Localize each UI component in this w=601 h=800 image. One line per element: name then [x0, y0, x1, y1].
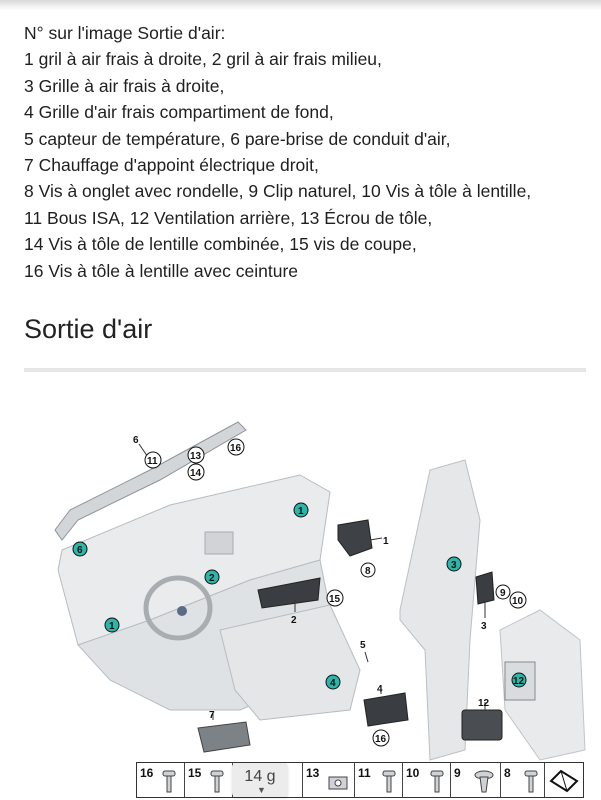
callout-3: [447, 557, 461, 571]
fastener-parts-strip: [136, 762, 584, 798]
svg-text:16: 16: [375, 734, 387, 745]
weight-badge[interactable]: [232, 763, 288, 797]
chevron-down-icon: ▼: [257, 785, 266, 795]
section-title: Sortie d'air: [24, 314, 153, 344]
label-6: 6: [133, 435, 139, 446]
screw-icon: [429, 767, 445, 795]
svg-text:8: 8: [365, 566, 371, 577]
part-cell-arrow[interactable]: [545, 763, 583, 797]
callout-1-right: [294, 503, 308, 517]
vent-part-12: [462, 710, 502, 740]
label-2: 2: [291, 615, 297, 626]
svg-text:12: 12: [513, 676, 525, 687]
part-number: 11: [358, 766, 371, 780]
part-number: 10: [406, 766, 420, 780]
label-4: 4: [377, 684, 383, 695]
part-number: 15: [188, 766, 202, 780]
screw-icon: [209, 767, 225, 795]
callout-9: [496, 585, 510, 599]
screw-icon: [161, 767, 177, 795]
label-3: 3: [481, 621, 487, 632]
part-cell-16[interactable]: [137, 763, 185, 797]
top-shadow: [0, 0, 601, 10]
callout-15: [327, 590, 343, 606]
legend-line: 7 Chauffage d'appoint électrique droit,: [24, 155, 319, 176]
svg-text:6: 6: [77, 545, 83, 556]
callout-16-bottom: [373, 730, 389, 746]
screw-icon: [523, 767, 539, 795]
svg-text:1: 1: [298, 506, 304, 517]
label-7: 7: [209, 710, 215, 721]
leader-line: [365, 652, 368, 662]
part-cell-9[interactable]: [451, 763, 501, 797]
leader-line: [370, 538, 382, 540]
section-divider: [24, 368, 586, 372]
part-cell-11[interactable]: [355, 763, 403, 797]
parts-diagram-svg: [0, 380, 601, 800]
svg-text:14: 14: [190, 468, 202, 479]
legend-line: 5 capteur de température, 6 pare-brise de conduit d'air,: [24, 128, 451, 149]
legend-line: 14 Vis à tôle de lentille combinée, 15 vis de coupe,: [24, 234, 417, 255]
svg-text:15: 15: [329, 594, 341, 605]
screw-icon: [381, 767, 397, 795]
svg-text:11: 11: [147, 456, 158, 467]
callout-2: [205, 570, 219, 584]
vent-part-3: [476, 572, 494, 604]
callout-12: [512, 673, 526, 687]
label-1: 1: [383, 536, 389, 547]
svg-text:10: 10: [512, 596, 524, 607]
svg-text:9: 9: [500, 588, 506, 599]
legend-line: N° sur l'image Sortie d'air:: [24, 23, 226, 43]
svg-text:13: 13: [190, 451, 202, 462]
vent-part-4: [364, 693, 408, 726]
legend-line: 16 Vis à tôle à lentille avec ceinture: [24, 260, 299, 281]
direction-arrow-icon: [549, 767, 579, 793]
legend-line: 3 Grille à air frais à droite,: [24, 75, 225, 96]
part-number: 16: [140, 766, 154, 780]
callout-10: [510, 592, 526, 608]
heater-part-7: [198, 722, 250, 752]
parts-diagram[interactable]: [0, 380, 601, 800]
part-number: 9: [454, 766, 461, 780]
part-cell-10[interactable]: [403, 763, 451, 797]
legend-line: 4 Grille d'air frais compartiment de fond,: [24, 102, 334, 123]
callout-1-left: [105, 618, 119, 632]
callout-13: [188, 447, 204, 463]
svg-text:4: 4: [330, 678, 336, 689]
part-cell-15[interactable]: [185, 763, 233, 797]
callout-4: [326, 675, 340, 689]
legend-line: 11 Bous ISA, 12 Ventilation arrière, 13 Écrou de tôle,: [24, 207, 433, 228]
steering-hub: [177, 606, 187, 616]
callout-14: [188, 464, 204, 480]
label-5: 5: [360, 640, 366, 651]
part-number: 8: [504, 766, 511, 780]
clip-icon: [473, 767, 495, 795]
svg-text:16: 16: [230, 443, 242, 454]
weight-label: 14 g: [244, 768, 276, 785]
legend-line: 8 Vis à onglet avec rondelle, 9 Clip naturel, 10 Vis à tôle à lentille,: [24, 181, 532, 202]
callout-16-top: [228, 439, 244, 455]
svg-text:2: 2: [209, 573, 215, 584]
vent-part-1: [338, 520, 372, 556]
part-number: 13: [306, 766, 320, 780]
sheet-nut-icon: [327, 769, 349, 795]
legend-line: 1 gril à air frais à droite, 2 gril à air frais milieu,: [24, 49, 382, 70]
svg-text:3: 3: [451, 560, 457, 571]
callout-11: [145, 452, 161, 468]
center-screen: [205, 532, 233, 554]
part-cell-13[interactable]: [303, 763, 355, 797]
label-12: 12: [478, 698, 490, 709]
callout-8: [361, 563, 375, 577]
legend-text: [24, 20, 594, 284]
callout-6: [73, 542, 87, 556]
svg-text:1: 1: [109, 621, 115, 632]
part-cell-8[interactable]: [501, 763, 545, 797]
